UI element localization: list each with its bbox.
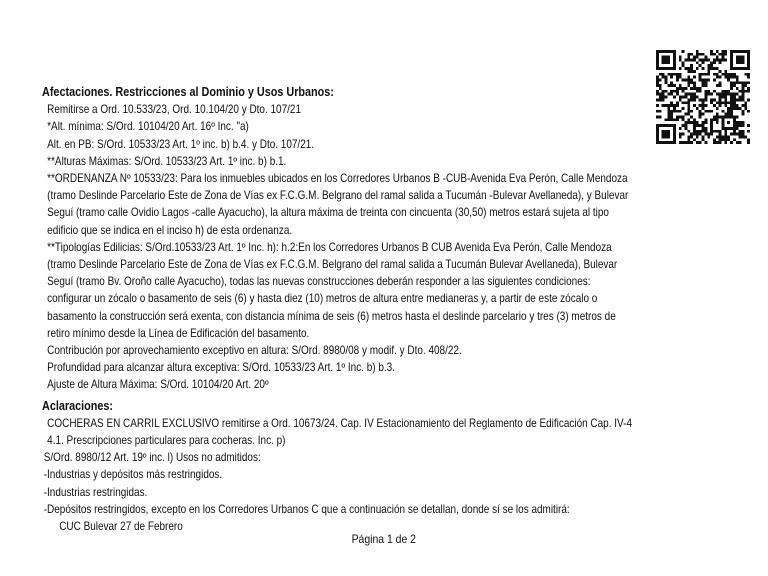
text-line: Seguí (tramo calle Ovidio Lagos -calle Ayacucho), la altura máxima de treinta con cincuenta (30,50) metros estará sujeta al tipo [47, 206, 609, 220]
aclaraciones-text [42, 415, 633, 449]
aclaraciones-heading: Aclaraciones: [42, 398, 114, 413]
document-body [42, 84, 633, 535]
text-line: -Industrias restringidas. [43, 485, 148, 499]
text-line: configurar un zócalo o basamento de seis (6) y hasta diez (10) metros de altura entre medianeras y, a partir de este zócalo o [47, 292, 598, 306]
text-line: Ajuste de Altura Máxima: S/Ord. 10104/20 Art. 20º [47, 378, 269, 392]
text-line: Remitirse a Ord. 10.533/23, Ord. 10.104/20 y Dto. 107/21 [47, 103, 302, 117]
qr-code-icon [656, 50, 750, 144]
text-line: **Tipologías Edilicias: S/Ord.10533/23 Art. 1º Inc. h): h.2:En los Corredores Urbanos B CUB Avenida Eva Perón, Calle Mendoza [47, 240, 612, 254]
text-line: retiro mínimo desde la Línea de Edificación del basamento. [47, 326, 310, 340]
text-line: (tramo Deslinde Parcelario Este de Zona de Vías ex F.C.G.M. Belgrano del ramal salida a Tucumán Bulevar Avellaneda), Bulevar [47, 258, 618, 272]
text-line: (tramo Deslinde Parcelario Este de Zona de Vías ex F.C.G.M. Belgrano del ramal salida a Tucumán -Bulevar Avellaneda), y Bulevar [47, 189, 629, 203]
aclaraciones-section [42, 398, 633, 536]
afectaciones-section [42, 84, 629, 394]
text-line: CUC Bulevar 27 de Febrero [59, 520, 183, 534]
text-line: *Alt. mínima: S/Ord. 10104/20 Art. 16º Inc. "a) [47, 120, 249, 134]
text-line: basamento la construcción será exenta, con distancia mínima de seis (6) metros hasta el deslinde parcelario y tres (3) metros de [47, 309, 616, 323]
page-footer [0, 533, 768, 546]
usos-no-admitidos-text [42, 449, 570, 518]
text-line: edificio que se indica en el inciso h) de esta ordenanza. [47, 223, 293, 237]
text-line: S/Ord. 8980/12 Art. 19º inc. l) Usos no admitidos: [43, 451, 261, 465]
text-line: -Industrias y depósitos más restringidos. [43, 468, 223, 482]
text-line: 4.1. Prescripciones particulares para cocheras. Inc. p) [47, 434, 286, 448]
text-line: Seguí (tramo Bv. Oroño calle Ayacucho), todas las nuevas construcciones deberán responder a las siguientes condiciones: [47, 275, 591, 289]
text-line: **Alturas Máximas: S/Ord. 10533/23 Art. 1º inc. b) b.1. [47, 154, 287, 168]
qr-code [656, 50, 750, 144]
afectaciones-text [42, 101, 629, 393]
page-number: Página 1 de 2 [351, 533, 417, 546]
text-line: Contribución por aprovechamiento exceptivo en altura: S/Ord. 8980/08 y modif. y Dto. 408/22. [47, 344, 462, 358]
text-line: COCHERAS EN CARRIL EXCLUSIVO remitirse a Ord. 10673/24. Cap. IV Estacionamiento del Reglamento de Edificación Cap. IV-4 [47, 416, 633, 430]
afectaciones-heading: Afectaciones. Restricciones al Dominio y Usos Urbanos: [42, 85, 334, 99]
text-line: Profundidad para alcanzar altura exceptiva: S/Ord. 10533/23 Art. 1º Inc. b) b.3. [47, 361, 396, 375]
text-line: **ORDENANZA Nº 10533/23: Para los inmuebles ubicados en los Corredores Urbanos B -CUB-Avenida Eva Perón, Calle Mendoza [47, 172, 628, 186]
text-line: -Depósitos restringidos, excepto en los Corredores Urbanos C que a continuación se detallan, donde sí se los admitirá: [43, 502, 570, 516]
text-line: Alt. en PB: S/Ord. 10533/23 Art. 1º inc. b) b.4. y Dto. 107/21. [47, 137, 315, 151]
